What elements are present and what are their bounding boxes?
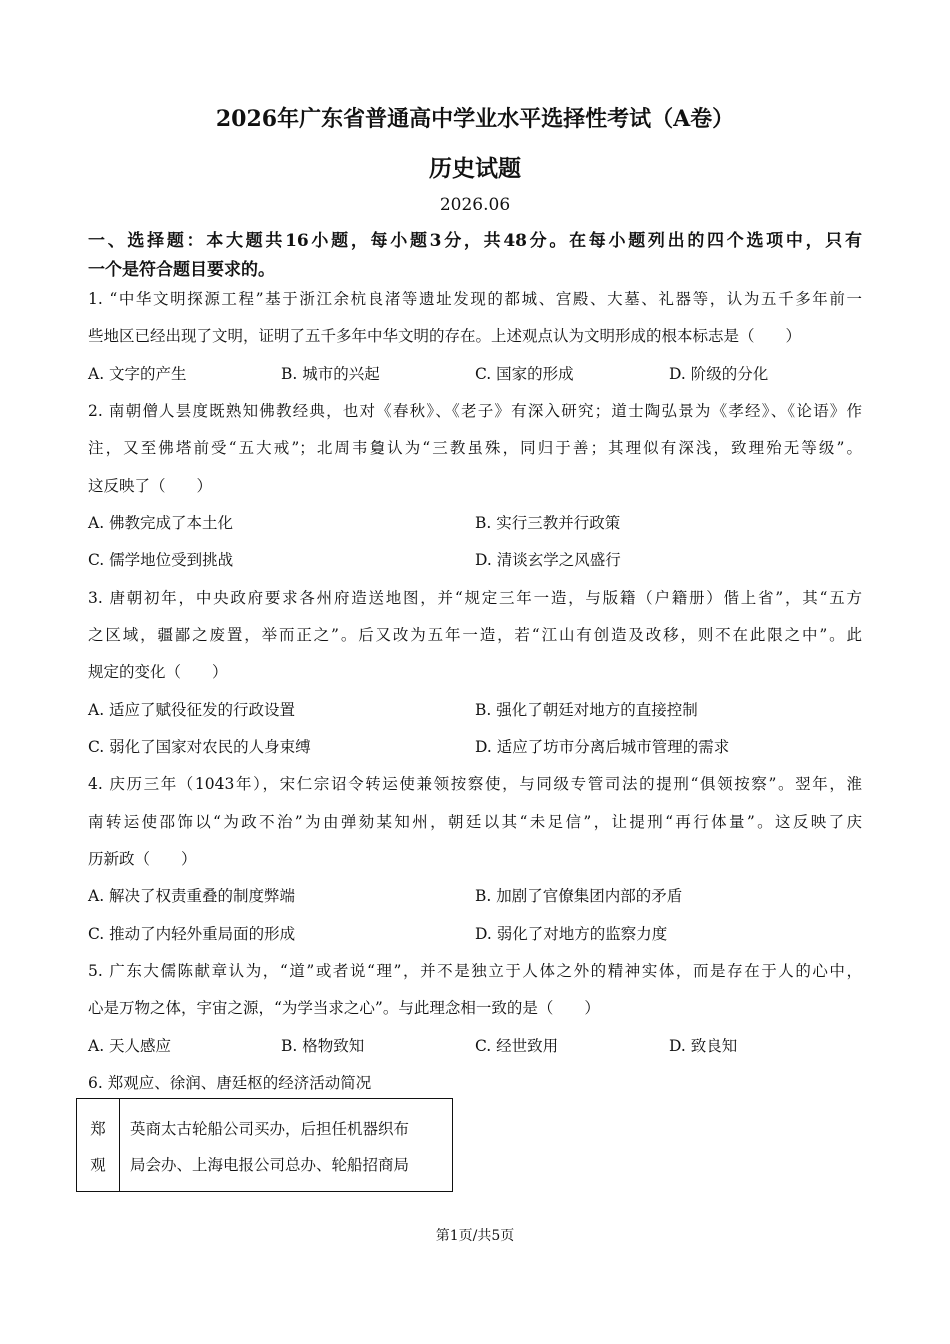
q5-stem-line2: 心是万物之体，宇宙之源，“为学当求之心”。与此理念相一致的是（ ）	[88, 999, 600, 1017]
q2-stem-line1: 2. 南朝僧人昙度既熟知佛教经典，也对《春秋》、《老子》有深入研究；道士陶弘景为《孝经》、《论语》作	[88, 402, 862, 420]
q3-stem-line3: 规定的变化（ ）	[88, 663, 228, 681]
q4-stem-line2: 南转运使邵饰以“为政不治”为由弹劾某知州，朝廷以其“未足信”，让提刑“再行体量”。这反映了庆	[88, 813, 862, 831]
q3-option-d: D. 适应了坊市分离后城市管理的需求	[475, 738, 730, 756]
q4-option-a: A. 解决了权责重叠的制度弊端	[88, 887, 296, 905]
q2-stem-line2: 注，又至佛塔前受“五大戒”；北周韦敻认为“三教虽殊，同归于善；其理似有深浅，致理殆无等级”。	[88, 439, 862, 457]
table-cell-name	[77, 1099, 120, 1192]
q4-option-d: D. 弱化了对地方的监察力度	[475, 925, 668, 943]
page-footer: 第1页/共5页	[435, 1228, 515, 1244]
q1-option-a: A. 文字的产生	[88, 365, 187, 383]
q5-stem-line1: 5. 广东大儒陈献章认为，“道”或者说“理”，并不是独立于人体之外的精神实体，而是存在于人的心中，	[88, 962, 862, 980]
q1-option-d: D. 阶级的分化	[669, 365, 769, 383]
q4-option-c: C. 推动了内轻外重局面的形成	[88, 925, 296, 943]
q1-option-b: B. 城市的兴起	[281, 365, 380, 383]
q3-stem-line1: 3. 唐朝初年，中央政府要求各州府造送地图，并“规定三年一造，与版籍（户籍册）偕上省”，其“五方	[88, 589, 862, 607]
q1-stem-line2: 些地区已经出现了文明，证明了五千多年中华文明的存在。上述观点认为文明形成的根本标志是（ ）	[88, 327, 802, 345]
q2-option-d: D. 清谈玄学之风盛行	[475, 551, 621, 569]
q2-option-b: B. 实行三教并行政策	[475, 514, 621, 532]
q5-option-b: B. 格物致知	[281, 1037, 365, 1055]
exam-title: 2026年广东省普通高中学业水平选择性考试（A卷）	[215, 106, 735, 132]
q2-stem-line3: 这反映了（ ）	[88, 477, 213, 495]
table-row	[77, 1099, 453, 1192]
q2-option-a: A. 佛教完成了本土化	[88, 514, 234, 532]
q3-stem-line2: 之区域，疆鄙之废置，举而正之”。后又改为五年一造，若“江山有创造及改移，则不在此限之中”。此	[88, 626, 862, 644]
q3-option-c: C. 弱化了国家对农民的人身束缚	[88, 738, 311, 756]
q4-stem-line3: 历新政（ ）	[88, 850, 197, 868]
section-heading-line1: 一、选择题：本大题共16小题，每小题3分，共48分。在每小题列出的四个选项中，只有	[88, 231, 862, 251]
q5-option-c: C. 经世致用	[475, 1037, 559, 1055]
description-line1: 英商太古轮船公司买办，后担任机器织布	[130, 1120, 410, 1138]
exam-subtitle: 历史试题	[429, 155, 521, 182]
name-char-1: 郑	[90, 1120, 106, 1138]
q6-info-table	[76, 1098, 453, 1192]
q5-option-a: A. 天人感应	[88, 1037, 172, 1055]
table-cell-description	[120, 1099, 453, 1192]
q2-option-c: C. 儒学地位受到挑战	[88, 551, 234, 569]
q4-option-b: B. 加剧了官僚集团内部的矛盾	[475, 887, 683, 905]
q1-stem-line1: 1. “中华文明探源工程”基于浙江余杭良渚等遗址发现的都城、宫殿、大墓、礼器等，认为五千多年前一	[88, 290, 862, 308]
q5-option-d: D. 致良知	[669, 1037, 738, 1055]
name-char-2: 观	[90, 1156, 106, 1174]
description-line2: 局会办、上海电报公司总办、轮船招商局	[130, 1156, 410, 1174]
q6-stem-line1: 6. 郑观应、徐润、唐廷枢的经济活动简况	[88, 1074, 372, 1092]
exam-date: 2026.06	[439, 195, 511, 215]
q4-stem-line1: 4. 庆历三年（1043年），宋仁宗诏令转运使兼领按察使，与同级专管司法的提刑“俱领按察”。翌年，淮	[88, 775, 862, 793]
q3-option-b: B. 强化了朝廷对地方的直接控制	[475, 701, 698, 719]
q1-option-c: C. 国家的形成	[475, 365, 574, 383]
section-heading-line2: 一个是符合题目要求的。	[88, 260, 275, 280]
q3-option-a: A. 适应了赋役征发的行政设置	[88, 701, 296, 719]
